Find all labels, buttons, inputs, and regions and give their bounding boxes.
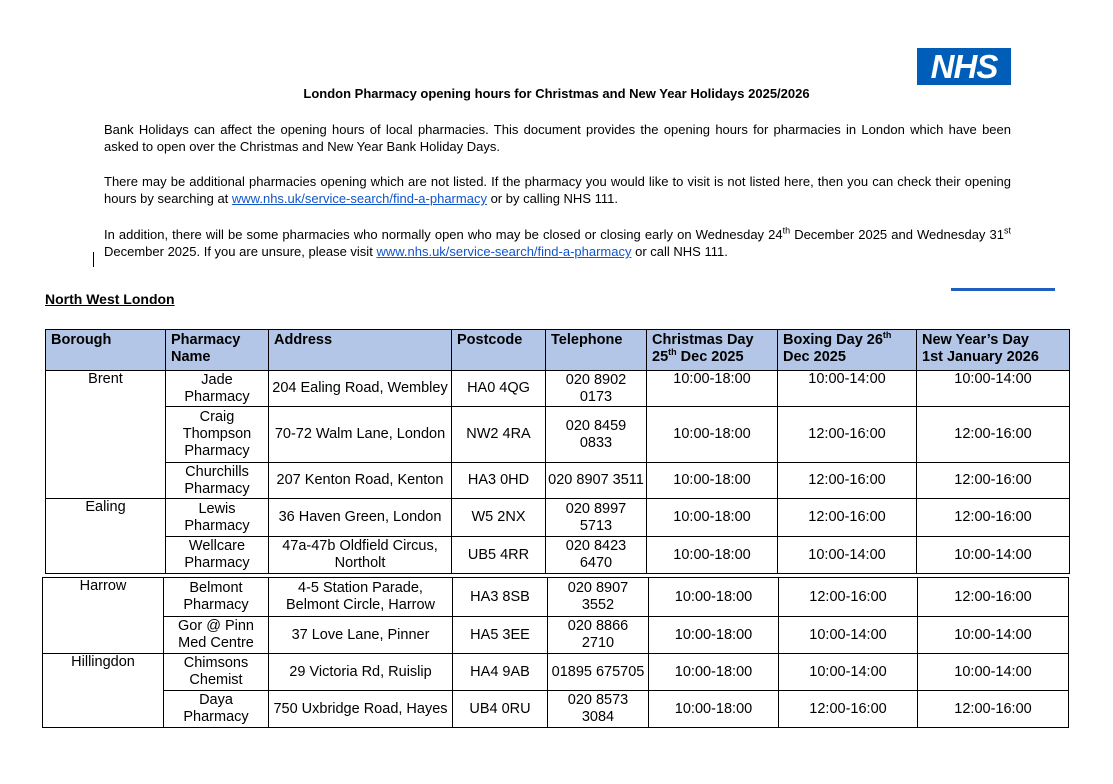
postcode-cell: HA5 3EE (453, 617, 548, 654)
telephone-cell: 020 8997 5713 (546, 499, 647, 537)
borough-cell: Harrow (43, 578, 164, 654)
find-pharmacy-link-2[interactable]: www.nhs.uk/service-search/find-a-pharmacy (376, 244, 632, 259)
table-row (43, 578, 1069, 617)
intro-paragraph-3: In addition, there will be some pharmacies who normally open who may be closed or closing early on Wednesday 24th December 2025 and Wednesday 31st December 2025. If you are unsure, please visit www.nhs.uk/service-search/find-a-pharmacy or call NHS 111. (104, 225, 1011, 259)
borough-cell: Hillingdon (43, 654, 164, 728)
christmas-hours-cell: 10:00-18:00 (647, 371, 778, 407)
telephone-cell: 020 8459 0833 (546, 407, 647, 463)
boxing-hours-cell: 12:00-16:00 (779, 691, 918, 728)
intro-paragraph-1: Bank Holidays can affect the opening hours of local pharmacies. This document provides the opening hours for pharmacies in London which have been asked to open over the Christmas and New Year Bank Holiday Days. (104, 122, 1011, 154)
address-cell: 70-72 Walm Lane, London (269, 407, 452, 463)
postcode-cell: UB4 0RU (453, 691, 548, 728)
text-cursor (93, 252, 94, 267)
address-cell: 750 Uxbridge Road, Hayes (269, 691, 453, 728)
postcode-cell: HA0 4QG (452, 371, 546, 407)
christmas-hours-cell: 10:00-18:00 (647, 463, 778, 499)
christmas-hours-cell: 10:00-18:00 (649, 691, 779, 728)
pharmacy-cell: Belmont Pharmacy (164, 578, 269, 617)
boxing-hours-cell: 10:00-14:00 (778, 371, 917, 407)
pharmacy-cell: Daya Pharmacy (164, 691, 269, 728)
newyear-hours-cell: 12:00-16:00 (917, 499, 1070, 537)
header-address: Address (269, 330, 452, 371)
header-newyear: New Year’s Day 1st January 2026 (917, 330, 1070, 371)
pharmacy-cell: Craig Thompson Pharmacy (166, 407, 269, 463)
table-row (46, 499, 1070, 537)
pharmacy-cell: Jade Pharmacy (166, 371, 269, 407)
christmas-hours-cell: 10:00-18:00 (649, 617, 779, 654)
postcode-cell: HA3 0HD (452, 463, 546, 499)
postcode-cell: NW2 4RA (452, 407, 546, 463)
christmas-hours-cell: 10:00-18:00 (647, 499, 778, 537)
newyear-hours-cell: 10:00-14:00 (917, 371, 1070, 407)
telephone-cell: 020 8573 3084 (548, 691, 649, 728)
newyear-hours-cell: 12:00-16:00 (917, 407, 1070, 463)
boxing-hours-cell: 12:00-16:00 (779, 578, 918, 617)
postcode-cell: HA3 8SB (453, 578, 548, 617)
table-row (46, 407, 1070, 463)
header-christmas: Christmas Day 25th Dec 2025 (647, 330, 778, 371)
postcode-cell: W5 2NX (452, 499, 546, 537)
header-telephone: Telephone (546, 330, 647, 371)
newyear-hours-cell: 10:00-14:00 (917, 537, 1070, 574)
boxing-hours-cell: 10:00-14:00 (778, 537, 917, 574)
postcode-cell: HA4 9AB (453, 654, 548, 691)
address-cell: 37 Love Lane, Pinner (269, 617, 453, 654)
pharmacy-cell: Chimsons Chemist (164, 654, 269, 691)
header-borough: Borough (46, 330, 166, 371)
postcode-cell: UB5 4RR (452, 537, 546, 574)
pharmacy-cell: Lewis Pharmacy (166, 499, 269, 537)
newyear-hours-cell: 10:00-14:00 (918, 654, 1069, 691)
table-row (46, 371, 1070, 407)
telephone-cell: 01895 675705 (548, 654, 649, 691)
pharmacy-cell: Gor @ Pinn Med Centre (164, 617, 269, 654)
header-pharmacy: Pharmacy Name (166, 330, 269, 371)
table-row (46, 537, 1070, 574)
christmas-hours-cell: 10:00-18:00 (649, 654, 779, 691)
newyear-hours-cell: 12:00-16:00 (918, 691, 1069, 728)
pharmacy-cell: Wellcare Pharmacy (166, 537, 269, 574)
table-row (43, 691, 1069, 728)
address-cell: 4-5 Station Parade, Belmont Circle, Harrow (269, 578, 453, 617)
telephone-cell: 020 8902 0173 (546, 371, 647, 407)
pharmacy-table (45, 329, 1070, 574)
christmas-hours-cell: 10:00-18:00 (647, 537, 778, 574)
page-title: London Pharmacy opening hours for Christmas and New Year Holidays 2025/2026 (303, 86, 810, 101)
table-row (43, 617, 1069, 654)
nhs-logo: NHS (917, 48, 1011, 85)
boxing-hours-cell: 12:00-16:00 (778, 463, 917, 499)
telephone-cell: 020 8907 3552 (548, 578, 649, 617)
header-boxing: Boxing Day 26th Dec 2025 (778, 330, 917, 371)
telephone-cell: 020 8866 2710 (548, 617, 649, 654)
newyear-hours-cell: 10:00-14:00 (918, 617, 1069, 654)
address-cell: 29 Victoria Rd, Ruislip (269, 654, 453, 691)
table-header-row (46, 330, 1070, 371)
boxing-hours-cell: 10:00-14:00 (779, 654, 918, 691)
christmas-hours-cell: 10:00-18:00 (649, 578, 779, 617)
telephone-cell: 020 8907 3511 (546, 463, 647, 499)
boxing-hours-cell: 12:00-16:00 (778, 407, 917, 463)
borough-cell: Brent (46, 371, 166, 499)
telephone-cell: 020 8423 6470 (546, 537, 647, 574)
header-postcode: Postcode (452, 330, 546, 371)
address-cell: 204 Ealing Road, Wembley (269, 371, 452, 407)
region-heading: North West London (45, 291, 175, 307)
pharmacy-cell: Churchills Pharmacy (166, 463, 269, 499)
address-cell: 207 Kenton Road, Kenton (269, 463, 452, 499)
intro-paragraph-2: There may be additional pharmacies opening which are not listed. If the pharmacy you would like to visit is not listed here, then you can check their opening hours by searching at www.nhs.uk/service-search/find-a-pharmacy or by calling NHS 111. (104, 174, 1011, 206)
table-row (43, 654, 1069, 691)
find-pharmacy-link[interactable]: www.nhs.uk/service-search/find-a-pharmacy (231, 191, 487, 206)
pharmacy-table-continued (42, 577, 1069, 728)
table-row (46, 463, 1070, 499)
divider-line (951, 288, 1055, 291)
newyear-hours-cell: 12:00-16:00 (918, 578, 1069, 617)
christmas-hours-cell: 10:00-18:00 (647, 407, 778, 463)
borough-cell: Ealing (46, 499, 166, 574)
boxing-hours-cell: 12:00-16:00 (778, 499, 917, 537)
address-cell: 47a-47b Oldfield Circus, Northolt (269, 537, 452, 574)
boxing-hours-cell: 10:00-14:00 (779, 617, 918, 654)
address-cell: 36 Haven Green, London (269, 499, 452, 537)
newyear-hours-cell: 12:00-16:00 (917, 463, 1070, 499)
